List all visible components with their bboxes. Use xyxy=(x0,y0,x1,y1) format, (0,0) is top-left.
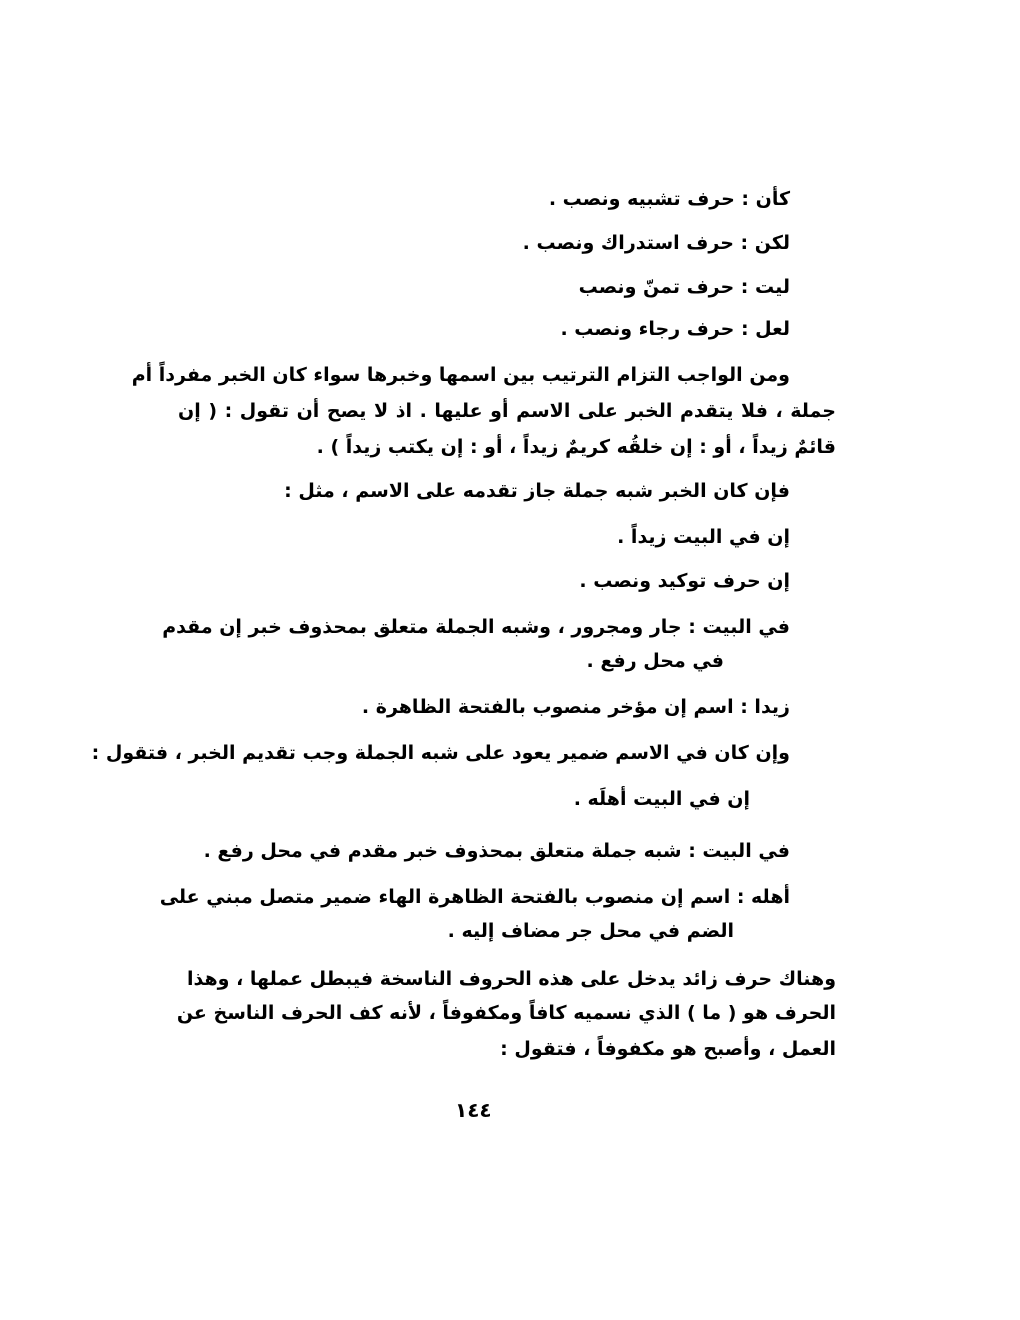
page-number: ١٤٤ xyxy=(455,1098,492,1122)
text-line-kaanna: كأن : حرف تشبيه ونصب . xyxy=(548,188,790,210)
parse-line: أهله : اسم إن منصوب بالفتحة الظاهرة الهاء ضمير متصل مبني على xyxy=(159,886,790,908)
text-line-lakin: لكن : حرف استدراك ونصب . xyxy=(522,232,790,254)
parse-line: إن حرف توكيد ونصب . xyxy=(579,570,790,592)
example-line: إن في البيت زيداً . xyxy=(617,526,790,548)
paragraph-line: ومن الواجب التزام الترتيب بين اسمها وخبرها سواء كان الخبر مفرداً أم xyxy=(131,364,790,386)
paragraph-line: العمل ، وأصبح هو مكفوفاً ، فتقول : xyxy=(500,1038,836,1060)
parse-line-cont: في محل رفع . xyxy=(586,650,724,672)
paragraph-line: الحرف هو ( ما ) الذي نسميه كافاً ومكفوفاً ، لأنه كف الحرف الناسخ عن xyxy=(176,1002,836,1024)
parse-line: زيدا : اسم إن مؤخر منصوب بالفتحة الظاهرة . xyxy=(361,696,790,718)
paragraph-line: قائمٌ زيداً ، أو : إن خلقُه كريمٌ زيداً ، أو : إن يكتب زيداً ) . xyxy=(316,436,836,458)
text-line-layta: ليت : حرف تمنّ ونصب xyxy=(578,276,790,298)
parse-line-cont: الضم في محل جر مضاف إليه . xyxy=(447,920,734,942)
paragraph-line: وهناك حرف زائد يدخل على هذه الحروف الناسخة فيبطل عملها ، وهذا xyxy=(186,968,836,990)
paragraph-line: فإن كان الخبر شبه جملة جاز تقدمه على الاسم ، مثل : xyxy=(284,480,790,502)
paragraph-line: جملة ، فلا يتقدم الخبر على الاسم أو عليها . اذ لا يصح أن تقول : ( إن xyxy=(178,400,836,422)
paragraph-line: وإن كان في الاسم ضمير يعود على شبه الجملة وجب تقديم الخبر ، فتقول : xyxy=(91,742,790,764)
example-line: إن في البيت أهلَه . xyxy=(573,788,750,810)
parse-line: في البيت : شبه جملة متعلق بمحذوف خبر مقدم في محل رفع . xyxy=(203,840,790,862)
parse-line: في البيت : جار ومجرور ، وشبه الجملة متعلق بمحذوف خبر إن مقدم xyxy=(162,616,790,638)
text-line-laalla: لعل : حرف رجاء ونصب . xyxy=(560,318,790,340)
